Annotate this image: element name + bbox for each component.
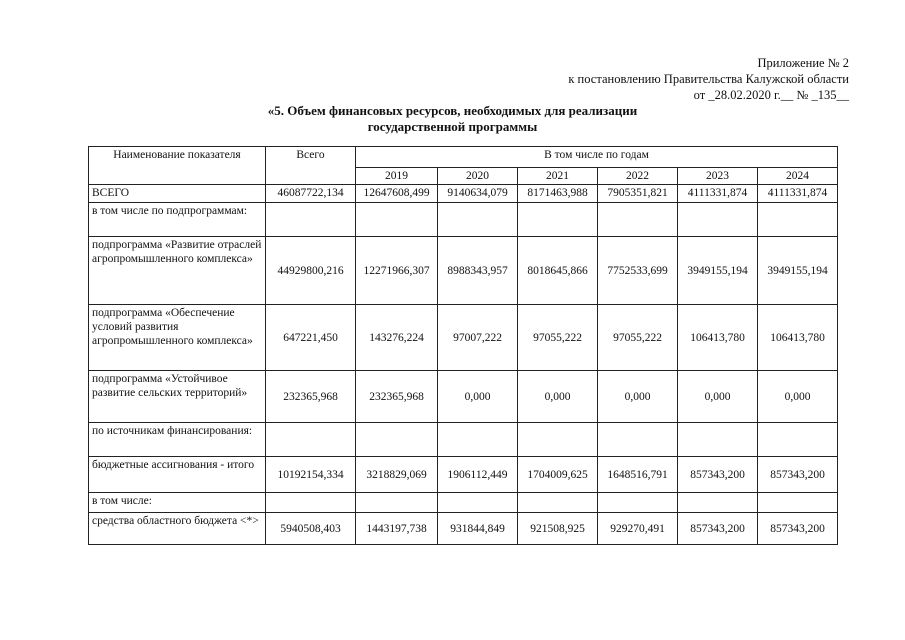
row-name: бюджетные ассигнования - итого [89, 457, 266, 493]
row-value: 232365,968 [356, 371, 438, 423]
row-value [678, 423, 758, 457]
header-year: 2023 [678, 168, 758, 185]
row-value: 12647608,499 [356, 185, 438, 203]
row-value [598, 493, 678, 513]
section-title-line2: государственной программы [367, 119, 538, 134]
row-value: 7905351,821 [598, 185, 678, 203]
resolution-reference: к постановлению Правительства Калужской области [568, 72, 849, 86]
row-value: 8018645,866 [518, 237, 598, 305]
financial-resources-table [88, 146, 838, 545]
row-value [678, 493, 758, 513]
row-total [266, 423, 356, 457]
row-total: 647221,450 [266, 305, 356, 371]
row-value [356, 493, 438, 513]
row-name: в том числе: [89, 493, 266, 513]
row-value: 1906112,449 [438, 457, 518, 493]
row-value: 4111331,874 [678, 185, 758, 203]
row-total: 44929800,216 [266, 237, 356, 305]
row-value: 8171463,988 [518, 185, 598, 203]
table-row [89, 185, 838, 203]
row-value [598, 203, 678, 237]
row-value: 931844,849 [438, 513, 518, 545]
row-total: 5940508,403 [266, 513, 356, 545]
resolution-date-number: от _28.02.2020 г.__ № _135__ [693, 88, 849, 102]
row-value [438, 203, 518, 237]
row-total: 232365,968 [266, 371, 356, 423]
row-value: 0,000 [678, 371, 758, 423]
row-value: 106413,780 [758, 305, 838, 371]
row-value [758, 493, 838, 513]
table-row [89, 423, 838, 457]
table-row [89, 513, 838, 545]
row-value [438, 423, 518, 457]
row-value: 1443197,738 [356, 513, 438, 545]
row-value: 0,000 [438, 371, 518, 423]
row-total: 10192154,334 [266, 457, 356, 493]
row-value: 97055,222 [598, 305, 678, 371]
header-year: 2022 [598, 168, 678, 185]
header-year: 2019 [356, 168, 438, 185]
row-name: по источникам финансирования: [89, 423, 266, 457]
row-value: 0,000 [598, 371, 678, 423]
table-row [89, 371, 838, 423]
row-name: подпрограмма «Развитие отраслей агропромышленного комплекса» [89, 237, 266, 305]
row-value: 1704009,625 [518, 457, 598, 493]
header-year: 2024 [758, 168, 838, 185]
row-value: 0,000 [518, 371, 598, 423]
row-value: 857343,200 [678, 457, 758, 493]
row-name: средства областного бюджета <*> [89, 513, 266, 545]
row-value: 3218829,069 [356, 457, 438, 493]
table-row [89, 203, 838, 237]
row-value [518, 203, 598, 237]
header-year: 2021 [518, 168, 598, 185]
row-value: 97055,222 [518, 305, 598, 371]
row-value [758, 423, 838, 457]
row-value [356, 203, 438, 237]
row-name: ВСЕГО [89, 185, 266, 203]
row-value [438, 493, 518, 513]
row-value: 7752533,699 [598, 237, 678, 305]
appendix-number: Приложение № 2 [757, 56, 849, 70]
row-total [266, 493, 356, 513]
table-row [89, 457, 838, 493]
row-value [598, 423, 678, 457]
row-name: подпрограмма «Обеспечение условий развития агропромышленного комплекса» [89, 305, 266, 371]
row-value: 143276,224 [356, 305, 438, 371]
header-year: 2020 [438, 168, 518, 185]
row-value: 857343,200 [678, 513, 758, 545]
row-value: 97007,222 [438, 305, 518, 371]
row-value: 1648516,791 [598, 457, 678, 493]
row-total [266, 203, 356, 237]
row-value: 4111331,874 [758, 185, 838, 203]
header-years-group: В том числе по годам [356, 147, 838, 168]
table-row [89, 305, 838, 371]
row-value [678, 203, 758, 237]
row-value [758, 203, 838, 237]
row-value: 106413,780 [678, 305, 758, 371]
row-name: в том числе по подпрограммам: [89, 203, 266, 237]
row-value [356, 423, 438, 457]
row-value: 12271966,307 [356, 237, 438, 305]
row-value [518, 423, 598, 457]
row-value: 9140634,079 [438, 185, 518, 203]
header-indicator-name: Наименование показателя [89, 147, 266, 185]
row-value [518, 493, 598, 513]
row-name: подпрограмма «Устойчивое развитие сельских территорий» [89, 371, 266, 423]
row-value: 857343,200 [758, 457, 838, 493]
table-row [89, 237, 838, 305]
row-value: 3949155,194 [758, 237, 838, 305]
row-total: 46087722,134 [266, 185, 356, 203]
row-value: 3949155,194 [678, 237, 758, 305]
row-value: 929270,491 [598, 513, 678, 545]
row-value: 921508,925 [518, 513, 598, 545]
row-value: 8988343,957 [438, 237, 518, 305]
header-total: Всего [266, 147, 356, 185]
section-title-line1: «5. Объем финансовых ресурсов, необходимых для реализации [267, 103, 638, 118]
row-value: 0,000 [758, 371, 838, 423]
row-value: 857343,200 [758, 513, 838, 545]
table-row [89, 493, 838, 513]
